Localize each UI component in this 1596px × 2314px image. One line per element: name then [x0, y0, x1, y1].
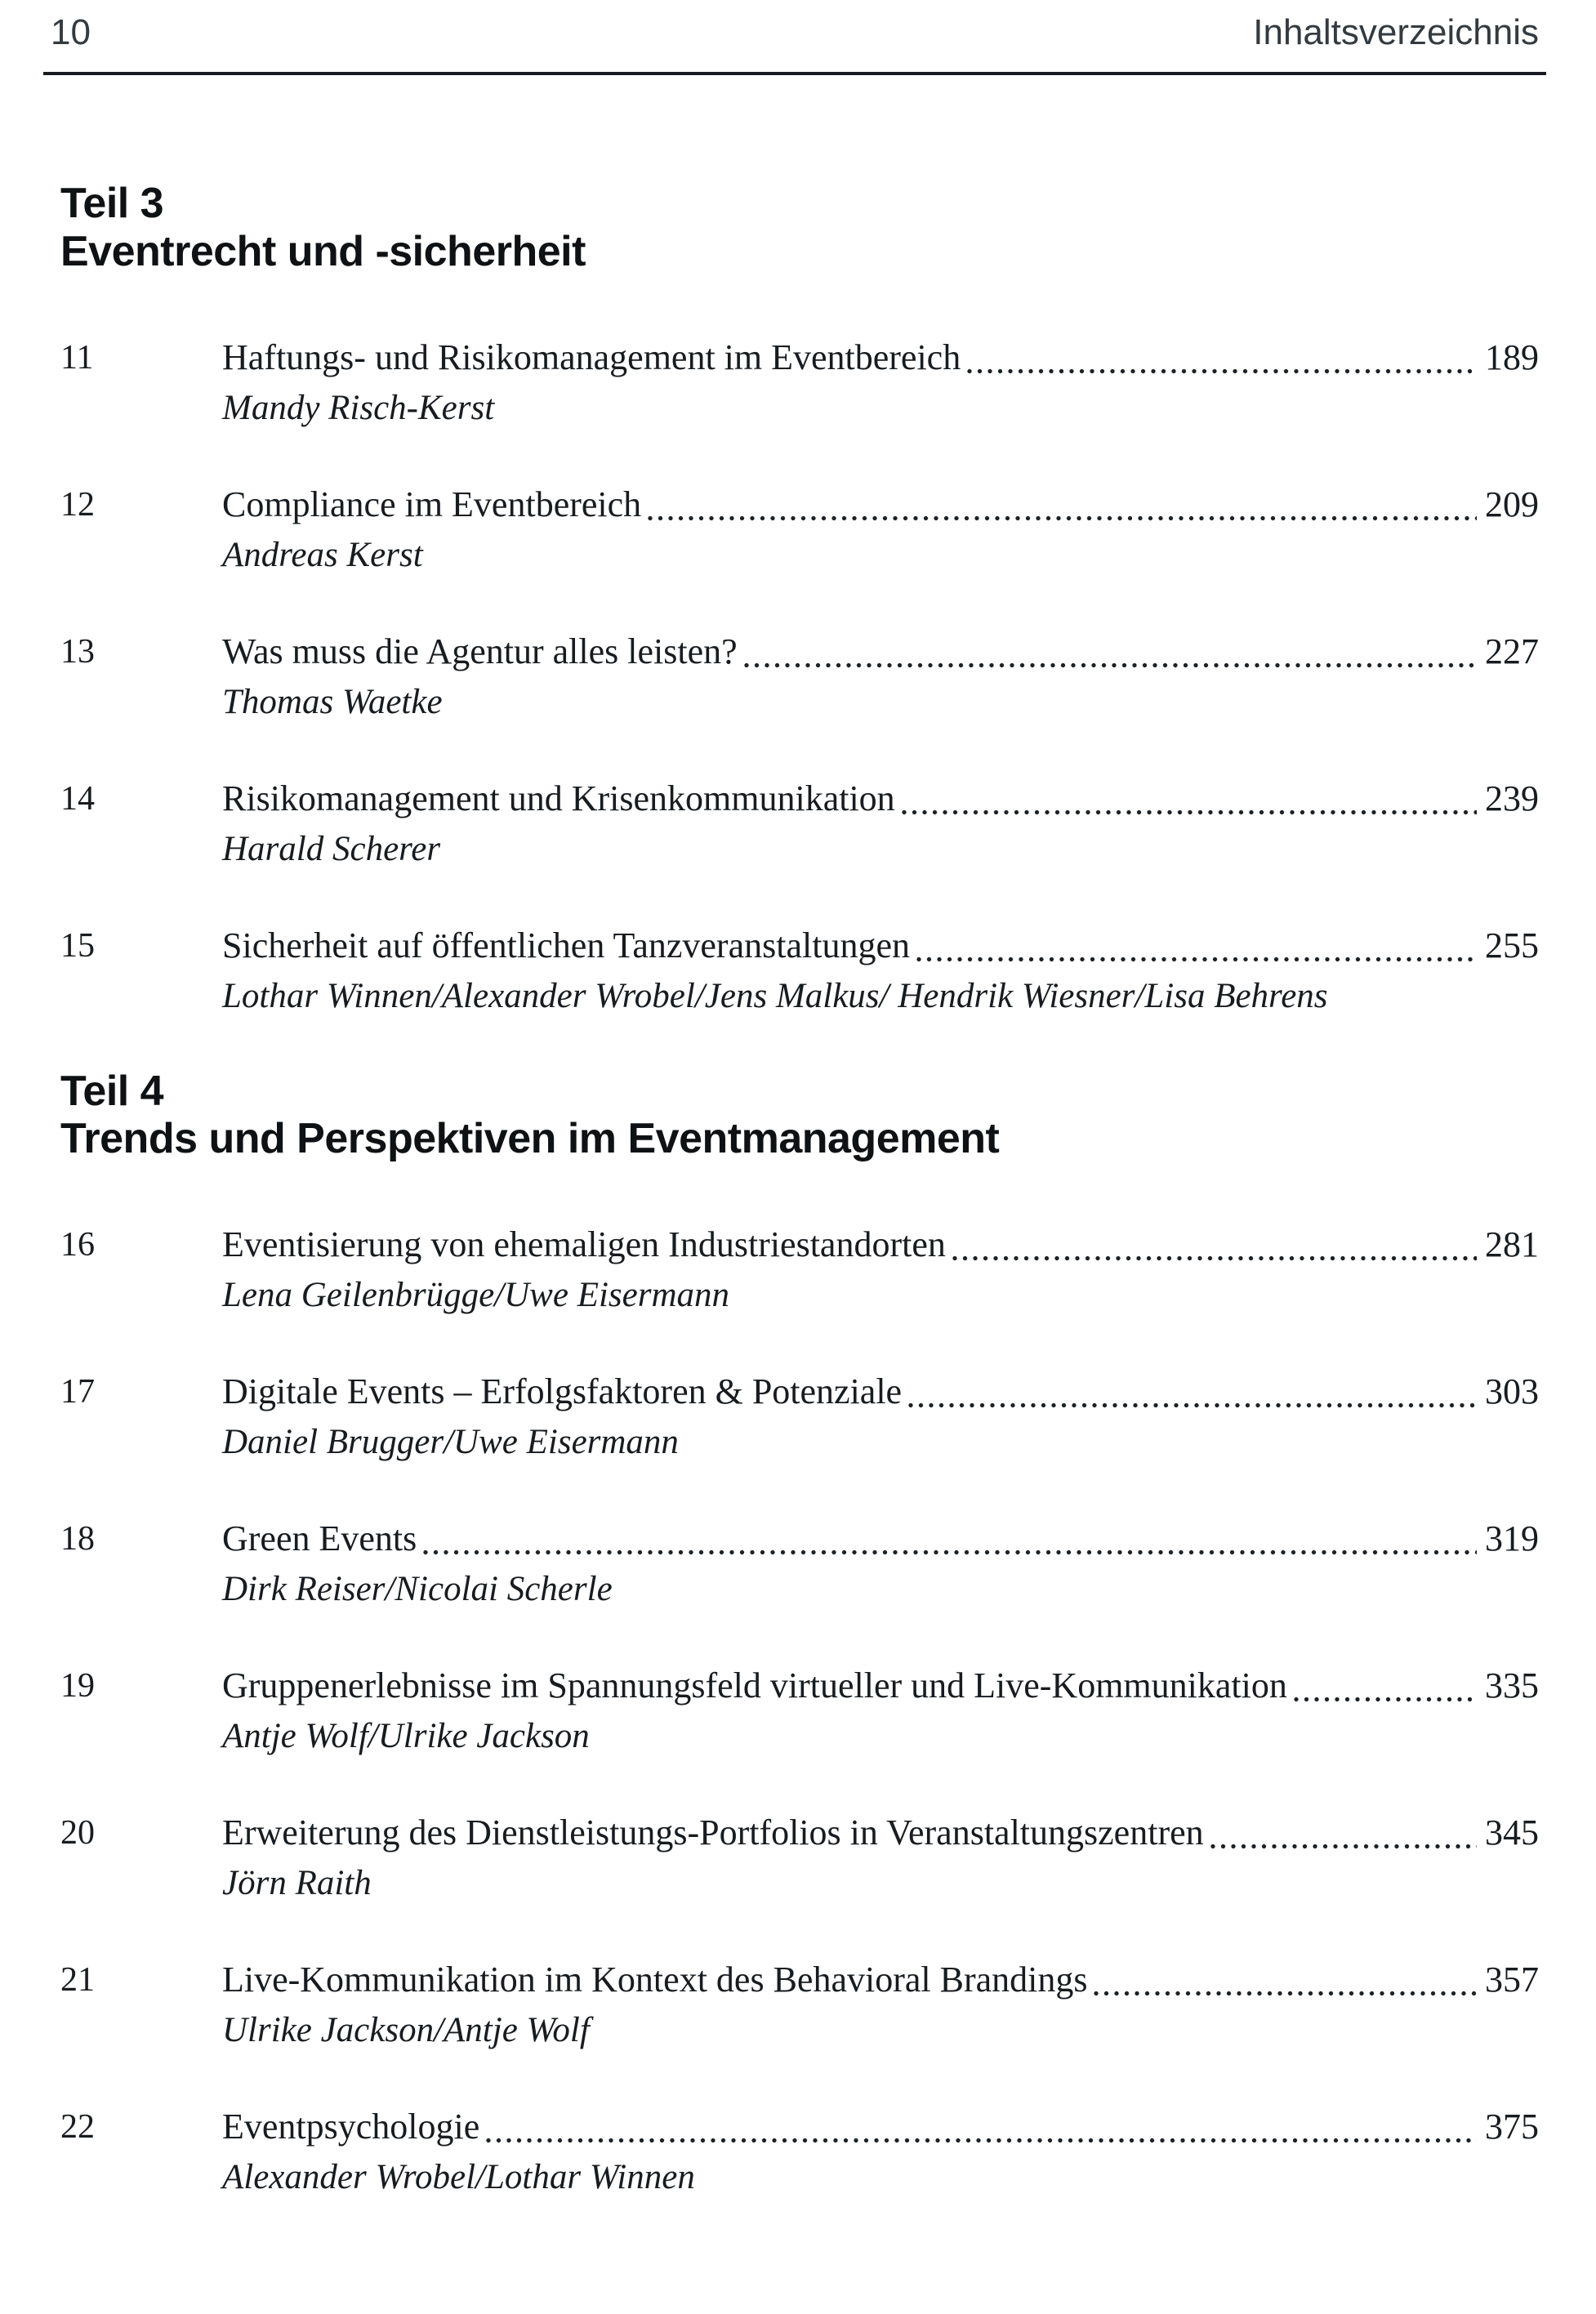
entry-number: 12 [60, 485, 95, 524]
entry-number: 15 [60, 926, 95, 965]
entry-title: Compliance im Eventbereich [222, 484, 642, 524]
dot-leader [1294, 1696, 1477, 1702]
dot-leader [1094, 1991, 1477, 1996]
entry-page-number: 303 [1485, 1371, 1539, 1412]
entry-title: Eventpsychologie [222, 2107, 480, 2147]
entry-main [222, 1956, 1539, 2053]
entry-number: 13 [60, 632, 95, 671]
dot-leader [967, 368, 1477, 374]
entry-page-number: 319 [1485, 1518, 1539, 1559]
part-heading [60, 180, 1539, 274]
dot-leader [744, 662, 1477, 668]
toc-entry [60, 628, 1539, 725]
entries [60, 334, 1539, 1019]
header-rule [43, 72, 1546, 75]
entry-page-number: 239 [1485, 778, 1539, 818]
toc-entry [60, 1221, 1539, 1318]
dot-leader [423, 1549, 1477, 1555]
entry-main [222, 1221, 1539, 1318]
part-title: Eventrecht und -sicherheit [60, 227, 586, 275]
entry-main [222, 481, 1539, 577]
part-label: Teil 3 [60, 180, 164, 228]
entry-title-line [222, 1221, 1539, 1268]
entry-title-line [222, 334, 1539, 381]
entry-page-number: 255 [1485, 925, 1539, 965]
entry-number: 18 [60, 1520, 95, 1558]
entry-title-line [222, 1809, 1539, 1857]
entry-main [222, 1662, 1539, 1759]
toc-entry [60, 1662, 1539, 1759]
toc-entry [60, 922, 1539, 1019]
entry-number: 17 [60, 1373, 95, 1411]
entry-number: 16 [60, 1226, 95, 1264]
entry-authors: Ulrike Jackson/Antje Wolf [222, 2011, 590, 2050]
entry-title: Digitale Events – Erfolgsfaktoren & Potenziale [222, 1371, 903, 1412]
entry-authors: Harald Scherer [222, 829, 441, 868]
entry-page-number: 345 [1485, 1812, 1539, 1853]
toc-entry [60, 2103, 1539, 2200]
toc-entry [60, 1956, 1539, 2053]
toc-entry [60, 1368, 1539, 1465]
entry-title: Risikomanagement und Krisenkommunikation [222, 778, 895, 818]
entry-title-line [222, 481, 1539, 528]
entry-title: Haftungs- und Risikomanagement im Eventbereich [222, 337, 961, 377]
entry-main [222, 628, 1539, 725]
entry-title: Green Events [222, 1518, 417, 1559]
entry-main [222, 775, 1539, 872]
dot-leader [952, 1255, 1477, 1261]
entry-title: Erweiterung des Dienstleistungs-Portfolios in Veranstaltungszentren [222, 1812, 1204, 1853]
part-title: Trends und Perspektiven im Eventmanagement [60, 1115, 1000, 1163]
entry-authors: Andreas Kerst [222, 535, 423, 574]
entry-title: Live-Kommunikation im Kontext des Behavioral Brandings [222, 1960, 1088, 2000]
entry-main [222, 2103, 1539, 2200]
entry-page-number: 227 [1485, 631, 1539, 671]
entry-title: Sicherheit auf öffentlichen Tanzveranstaltungen [222, 925, 910, 965]
entry-number: 21 [60, 1961, 95, 2000]
entry-authors: Thomas Waetke [222, 682, 443, 721]
entry-number: 22 [60, 2108, 95, 2147]
entry-authors: Lothar Winnen/Alexander Wrobel/Jens Malkus/ Hendrik Wiesner/Lisa Behrens [222, 976, 1328, 1015]
toc-entry [60, 1809, 1539, 1906]
part-heading [60, 1068, 1539, 1162]
entry-title: Was muss die Agentur alles leisten? [222, 631, 738, 671]
entry-page-number: 281 [1485, 1224, 1539, 1265]
entry-main [222, 334, 1539, 430]
entry-number: 14 [60, 779, 95, 818]
dot-leader [908, 1402, 1477, 1408]
entry-main [222, 1809, 1539, 1906]
dot-leader [648, 515, 1477, 521]
page-header [51, 12, 1539, 52]
entry-authors: Lena Geilenbrügge/Uwe Eisermann [222, 1276, 730, 1315]
entry-title-line [222, 1368, 1539, 1416]
entry-title: Eventisierung von ehemaligen Industriestandorten [222, 1224, 946, 1265]
entry-authors: Jörn Raith [222, 1864, 372, 1903]
entry-number: 20 [60, 1814, 95, 1853]
dot-leader [1210, 1844, 1477, 1849]
entry-page-number: 335 [1485, 1665, 1539, 1706]
entry-page-number: 209 [1485, 484, 1539, 524]
entry-main [222, 1515, 1539, 1612]
entry-authors: Mandy Risch-Kerst [222, 388, 495, 427]
running-header-title: Inhaltsverzeichnis [1253, 12, 1539, 52]
entry-title-line [222, 628, 1539, 675]
entry-number: 11 [60, 338, 94, 377]
entry-page-number: 189 [1485, 337, 1539, 377]
dot-leader [916, 956, 1477, 962]
entry-authors: Dirk Reiser/Nicolai Scherle [222, 1570, 613, 1609]
entry-title-line [222, 775, 1539, 823]
toc-entry [60, 775, 1539, 872]
entry-authors: Alexander Wrobel/Lothar Winnen [222, 2158, 695, 2197]
entry-number: 19 [60, 1667, 95, 1705]
dot-leader [486, 2138, 1477, 2143]
entry-title-line [222, 1956, 1539, 2004]
entry-title-line [222, 2103, 1539, 2151]
entry-title-line [222, 1515, 1539, 1563]
entry-page-number: 357 [1485, 1960, 1539, 2000]
page-number: 10 [51, 12, 91, 52]
toc-section [60, 180, 1539, 1018]
toc-entry [60, 481, 1539, 577]
entry-authors: Antje Wolf/Ulrike Jackson [222, 1717, 590, 1756]
toc-entry [60, 1515, 1539, 1612]
entry-title: Gruppenerlebnisse im Spannungsfeld virtueller und Live-Kommunikation [222, 1665, 1287, 1706]
entry-main [222, 922, 1539, 1019]
entry-title-line [222, 922, 1539, 970]
dot-leader [902, 809, 1477, 815]
part-label: Teil 4 [60, 1067, 164, 1115]
entries [60, 1221, 1539, 2200]
toc-section [60, 1068, 1539, 2200]
entry-main [222, 1368, 1539, 1465]
toc-body [60, 180, 1539, 2200]
entry-authors: Daniel Brugger/Uwe Eisermann [222, 1423, 679, 1462]
toc-entry [60, 334, 1539, 430]
entry-title-line [222, 1662, 1539, 1710]
entry-page-number: 375 [1485, 2107, 1539, 2147]
